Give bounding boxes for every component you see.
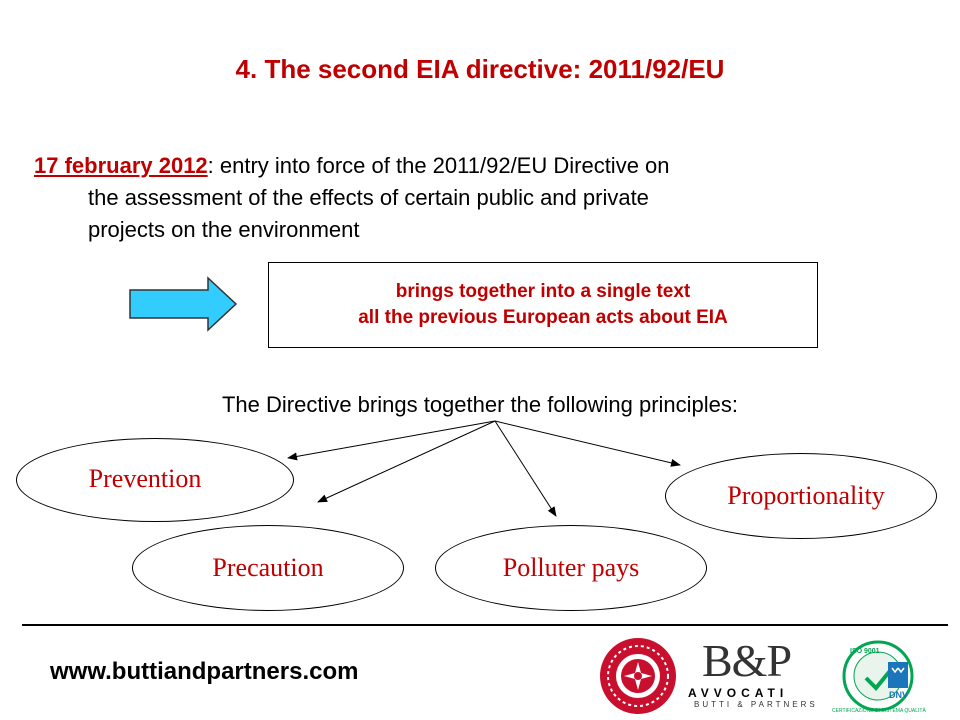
principles-heading: The Directive brings together the following principles: xyxy=(221,392,739,417)
certification-seal xyxy=(832,638,926,714)
emblem-logo-icon xyxy=(598,636,678,716)
slide-title: 4. The second EIA directive: 2011/92/EU xyxy=(235,54,725,84)
arrow-to-proportionality xyxy=(495,421,680,465)
principle-proportionality xyxy=(665,453,937,539)
principle-label: Proportionality xyxy=(727,481,885,510)
arrow-to-prevention xyxy=(288,421,495,458)
footer-divider xyxy=(22,624,948,626)
principle-precaution xyxy=(132,525,404,611)
butti-partners-subtitle: BUTTI & PARTNERS xyxy=(694,700,818,709)
principle-label: Polluter pays xyxy=(502,553,640,582)
summary-line-2: all the previous European acts about EIA xyxy=(358,307,728,328)
cert-dnv-label: DNV xyxy=(889,690,909,700)
cert-text-label: CERTIFICAZIONE DI SISTEMA QUALITÀ xyxy=(832,708,926,714)
principle-prevention xyxy=(16,438,294,522)
entry-line-2: the assessment of the effects of certain public and private xyxy=(88,185,649,210)
entry-line-3: projects on the environment xyxy=(88,217,360,242)
principle-polluter-pays xyxy=(435,525,707,611)
arrow-to-polluter-pays xyxy=(495,421,556,516)
footer-website-link[interactable]: www.buttiandpartners.com xyxy=(50,658,359,685)
cert-iso-label: ISO 9001 xyxy=(850,648,880,655)
arrow-to-precaution xyxy=(318,421,495,502)
principle-label: Precaution xyxy=(212,553,324,582)
bp-logo-mark: B&P xyxy=(702,635,792,686)
principle-label: Prevention xyxy=(88,464,202,493)
entry-date: 17 february 2012 xyxy=(34,153,208,178)
entry-text-1: : entry into force of the 2011/92/EU Directive on xyxy=(207,153,670,178)
summary-line-1: brings together into a single text xyxy=(395,281,691,302)
bp-avvocati-logo xyxy=(684,635,818,710)
avvocati-wordmark: AVVOCATI xyxy=(688,686,789,700)
